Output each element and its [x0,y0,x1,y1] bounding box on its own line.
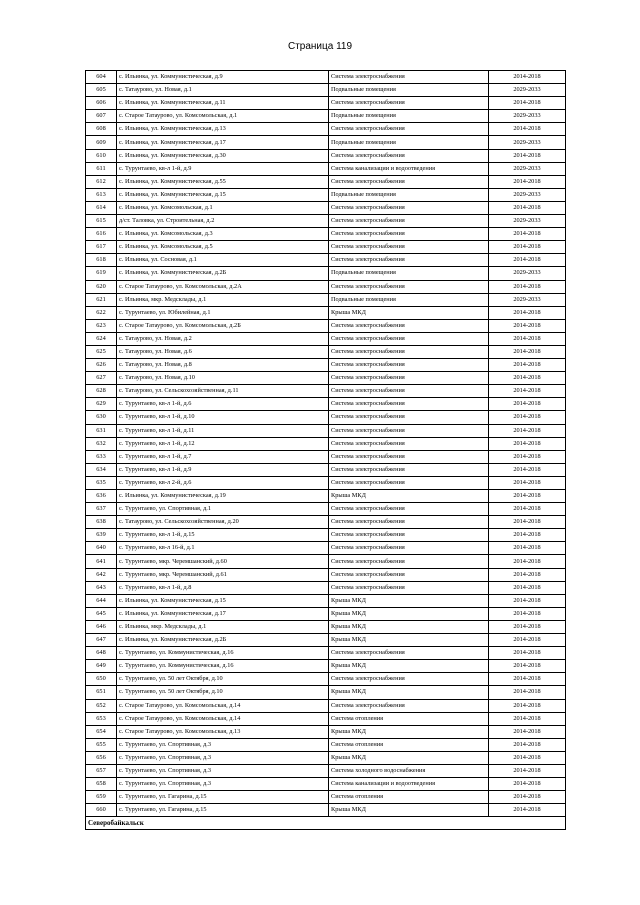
table-row [86,71,566,84]
row-system: Система электроснабжения [329,424,489,437]
row-number: 623 [86,319,117,332]
row-address: с. Старое Татаурово, ул. Комсомольская, д.13 [117,725,329,738]
row-period: 2014-2018 [489,254,566,267]
row-address: с. Ильинка, ул. Коммунистическая, д.19 [117,490,329,503]
row-number: 604 [86,71,117,84]
row-period: 2014-2018 [489,516,566,529]
row-address: с. Турунтаево, кв-л 16-й, д.1 [117,542,329,555]
row-period: 2014-2018 [489,581,566,594]
row-address: с. Турунтаево, кв-л 1-й, д.10 [117,411,329,424]
row-system: Система электроснабжения [329,201,489,214]
table-row [86,424,566,437]
row-period: 2014-2018 [489,607,566,620]
row-number: 606 [86,97,117,110]
table-row [86,503,566,516]
row-system: Система электроснабжения [329,332,489,345]
row-system: Крыша МКД [329,725,489,738]
table-row [86,162,566,175]
table-row [86,293,566,306]
table-row [86,647,566,660]
row-address: с. Ильинка, ул. Коммунистическая, д.15 [117,188,329,201]
row-system: Система электроснабжения [329,385,489,398]
row-number: 659 [86,791,117,804]
table-row [86,123,566,136]
row-number: 639 [86,529,117,542]
row-address: с. Турунтаево, ул. Гагарина, д.15 [117,791,329,804]
row-number: 617 [86,241,117,254]
table-row [86,581,566,594]
table-row [86,699,566,712]
row-address: д/ст. Таловка, ул. Строительная, д.2 [117,215,329,228]
table-row [86,529,566,542]
table-row [86,306,566,319]
table-row [86,149,566,162]
row-period: 2029-2033 [489,136,566,149]
row-period: 2029-2033 [489,162,566,175]
table-row [86,568,566,581]
row-period: 2014-2018 [489,712,566,725]
row-number: 649 [86,660,117,673]
table-row [86,607,566,620]
row-period: 2014-2018 [489,620,566,633]
table-row [86,516,566,529]
row-number: 645 [86,607,117,620]
row-address: с. Турунтаево, ул. Спортивная, д.3 [117,778,329,791]
row-period: 2014-2018 [489,594,566,607]
row-number: 607 [86,110,117,123]
row-system: Крыша МКД [329,804,489,817]
row-number: 651 [86,686,117,699]
row-system: Крыша МКД [329,751,489,764]
row-system: Крыша МКД [329,660,489,673]
row-period: 2014-2018 [489,450,566,463]
row-number: 626 [86,359,117,372]
row-system: Система электроснабжения [329,254,489,267]
row-number: 640 [86,542,117,555]
row-system: Система электроснабжения [329,476,489,489]
row-system: Подвальные помещения [329,136,489,149]
row-number: 622 [86,306,117,319]
row-number: 654 [86,725,117,738]
table-row [86,476,566,489]
table-row [86,84,566,97]
row-address: с. Турунтаево, ул. Спортивная, д.3 [117,764,329,777]
row-system: Система электроснабжения [329,359,489,372]
row-period: 2014-2018 [489,228,566,241]
row-address: с. Ильинка, ул. Сосновая, д.1 [117,254,329,267]
row-period: 2014-2018 [489,175,566,188]
row-period: 2014-2018 [489,149,566,162]
row-system: Система электроснабжения [329,149,489,162]
row-number: 631 [86,424,117,437]
table-row [86,751,566,764]
row-period: 2014-2018 [489,791,566,804]
row-period: 2014-2018 [489,647,566,660]
row-number: 634 [86,463,117,476]
row-address: с. Турунтаево, кв-л 1-й, д.12 [117,437,329,450]
row-number: 610 [86,149,117,162]
row-system: Крыша МКД [329,620,489,633]
row-address: с. Татаурово, ул. Сельскохозяйственная, д.11 [117,385,329,398]
row-period: 2014-2018 [489,699,566,712]
row-address: с. Старое Татаурово, ул. Комсомольская, д.2Б [117,319,329,332]
row-period: 2014-2018 [489,529,566,542]
page-number-header: Страница 119 [287,41,353,52]
row-system: Крыша МКД [329,634,489,647]
row-number: 653 [86,712,117,725]
table-row [86,555,566,568]
row-number: 624 [86,332,117,345]
table-row [86,594,566,607]
table-row [86,228,566,241]
row-address: с. Турунтаево, кв-л 1-й, д.7 [117,450,329,463]
table-row [86,620,566,633]
row-system: Крыша МКД [329,686,489,699]
table-row [86,712,566,725]
row-address: с. Ильинка, ул. Коммунистическая, д.9 [117,71,329,84]
row-address: с. Турунтаево, ул. Спортивная, д.3 [117,738,329,751]
row-address: с. Ильинка, ул. Коммунистическая, д.13 [117,123,329,136]
row-period: 2014-2018 [489,634,566,647]
row-system: Система электроснабжения [329,123,489,136]
row-address: с. Турунтаево, ул. Спортивная, д.3 [117,751,329,764]
row-address: с. Турунтаево, кв-л 1-й, д.9 [117,463,329,476]
table-row [86,215,566,228]
row-system: Система электроснабжения [329,581,489,594]
row-system: Система электроснабжения [329,241,489,254]
row-number: 619 [86,267,117,280]
table-row [86,201,566,214]
row-address: с. Старое Татаурово, ул. Комсомольская, д.14 [117,712,329,725]
row-period: 2014-2018 [489,673,566,686]
row-address: с. Ильинка, ул. Коммунистическая, д.15 [117,594,329,607]
row-period: 2014-2018 [489,490,566,503]
table-row [86,686,566,699]
row-address: с. Татаурово, ул. Новая, д.1 [117,84,329,97]
table-row [86,175,566,188]
row-period: 2014-2018 [489,385,566,398]
row-address: с. Ильинка, ул. Коммунистическая, д.55 [117,175,329,188]
row-number: 638 [86,516,117,529]
row-system: Крыша МКД [329,594,489,607]
table-row [86,673,566,686]
row-system: Крыша МКД [329,306,489,319]
row-number: 646 [86,620,117,633]
table-row [86,490,566,503]
row-system: Крыша МКД [329,607,489,620]
row-number: 627 [86,372,117,385]
row-address: с. Старое Татаурово, ул. Комсомольская, д.2А [117,280,329,293]
row-period: 2014-2018 [489,463,566,476]
table-row [86,267,566,280]
row-address: с. Ильинка, ул. Комсомольская, д.1 [117,201,329,214]
table-row [86,778,566,791]
row-period: 2029-2033 [489,293,566,306]
table-row [86,385,566,398]
table-row [86,463,566,476]
row-address: с. Татаурово, ул. Новая, д.6 [117,345,329,358]
table-row [86,804,566,817]
row-address: с. Турунтаево, мкр. Черемшанский, д.60 [117,555,329,568]
row-number: 656 [86,751,117,764]
row-address: с. Турунтаево, кв-л 1-й, д.8 [117,581,329,594]
row-number: 611 [86,162,117,175]
row-number: 643 [86,581,117,594]
row-system: Система электроснабжения [329,503,489,516]
row-system: Система электроснабжения [329,568,489,581]
row-number: 621 [86,293,117,306]
row-period: 2029-2033 [489,84,566,97]
row-address: с. Ильинка, ул. Коммунистическая, д.2Б [117,267,329,280]
row-system: Система электроснабжения [329,280,489,293]
row-system: Система электроснабжения [329,516,489,529]
row-address: с. Турунтаево, ул. Юбилейная, д.1 [117,306,329,319]
row-system: Система электроснабжения [329,228,489,241]
row-period: 2014-2018 [489,437,566,450]
row-number: 612 [86,175,117,188]
row-number: 625 [86,345,117,358]
table-row [86,725,566,738]
table-row [86,634,566,647]
row-number: 652 [86,699,117,712]
row-number: 633 [86,450,117,463]
row-address: с. Турунтаево, ул. 50 лет Октября, д.10 [117,686,329,699]
row-system: Система электроснабжения [329,555,489,568]
table-row [86,372,566,385]
row-address: с. Турунтаево, ул. Гагарина, д.15 [117,804,329,817]
row-period: 2014-2018 [489,424,566,437]
row-address: с. Ильинка, ул. Комсомольская, д.3 [117,228,329,241]
table-row [86,660,566,673]
row-number: 648 [86,647,117,660]
row-system: Система электроснабжения [329,372,489,385]
row-address: с. Турунтаево, кв-л 1-й, д.11 [117,424,329,437]
row-period: 2014-2018 [489,542,566,555]
row-system: Система электроснабжения [329,529,489,542]
row-number: 632 [86,437,117,450]
row-address: с. Турунтаево, кв-л 2-й, д.6 [117,476,329,489]
row-number: 630 [86,411,117,424]
row-system: Система электроснабжения [329,175,489,188]
row-address: с. Ильинка, мкр. Медсклады, д.1 [117,293,329,306]
row-system: Подвальные помещения [329,84,489,97]
row-number: 642 [86,568,117,581]
row-address: с. Турунтаево, кв-л 1-й, д.9 [117,162,329,175]
row-period: 2014-2018 [489,555,566,568]
row-period: 2014-2018 [489,778,566,791]
table-row [86,241,566,254]
row-period: 2014-2018 [489,503,566,516]
row-system: Система электроснабжения [329,215,489,228]
row-number: 637 [86,503,117,516]
row-system: Система электроснабжения [329,97,489,110]
row-address: с. Ильинка, ул. Коммунистическая, д.17 [117,136,329,149]
row-number: 655 [86,738,117,751]
table-row [86,542,566,555]
row-period: 2014-2018 [489,411,566,424]
row-system: Система электроснабжения [329,71,489,84]
row-system: Система электроснабжения [329,699,489,712]
row-address: с. Ильинка, ул. Комсомольская, д.5 [117,241,329,254]
row-address: с. Турунтаево, мкр. Черемшанский, д.61 [117,568,329,581]
row-number: 650 [86,673,117,686]
table-row [86,254,566,267]
row-number: 647 [86,634,117,647]
table-row [86,188,566,201]
row-period: 2014-2018 [489,280,566,293]
row-number: 609 [86,136,117,149]
row-system: Система электроснабжения [329,398,489,411]
row-number: 613 [86,188,117,201]
row-address: с. Турунтаево, ул. 50 лет Октября, д.10 [117,673,329,686]
row-number: 629 [86,398,117,411]
table-row [86,791,566,804]
housing-register-table [85,70,566,830]
row-address: с. Турунтаево, кв-л 1-й, д.6 [117,398,329,411]
row-system: Система холодного водоснабжения [329,764,489,777]
row-system: Подвальные помещения [329,267,489,280]
row-address: с. Татаурово, ул. Новая, д.8 [117,359,329,372]
row-system: Система электроснабжения [329,450,489,463]
row-system: Система канализации и водоотведения [329,778,489,791]
row-address: с. Татаурово, ул. Новая, д.10 [117,372,329,385]
row-period: 2014-2018 [489,201,566,214]
row-number: 605 [86,84,117,97]
row-system: Система электроснабжения [329,437,489,450]
row-system: Система электроснабжения [329,647,489,660]
row-period: 2014-2018 [489,359,566,372]
row-system: Система электроснабжения [329,463,489,476]
row-system: Система электроснабжения [329,319,489,332]
row-address: с. Татаурово, ул. Сельскохозяйственная, д.20 [117,516,329,529]
row-period: 2014-2018 [489,123,566,136]
row-system: Система электроснабжения [329,542,489,555]
table-row [86,359,566,372]
row-number: 636 [86,490,117,503]
row-address: с. Старое Татаурово, ул. Комсомольская, д.14 [117,699,329,712]
row-address: с. Турунтаево, ул. Коммунистическая, д.16 [117,647,329,660]
row-system: Система отопления [329,738,489,751]
row-number: 614 [86,201,117,214]
row-number: 628 [86,385,117,398]
row-system: Система отопления [329,712,489,725]
row-period: 2014-2018 [489,686,566,699]
section-row [86,817,566,830]
table-row [86,332,566,345]
row-number: 620 [86,280,117,293]
row-number: 615 [86,215,117,228]
row-period: 2014-2018 [489,345,566,358]
row-period: 2014-2018 [489,725,566,738]
row-number: 657 [86,764,117,777]
row-period: 2029-2033 [489,267,566,280]
row-period: 2014-2018 [489,319,566,332]
row-period: 2014-2018 [489,306,566,319]
row-number: 660 [86,804,117,817]
row-number: 658 [86,778,117,791]
row-address: с. Старое Татаурово, ул. Комсомольская, д.1 [117,110,329,123]
row-address: с. Ильинка, ул. Коммунистическая, д.17 [117,607,329,620]
row-number: 616 [86,228,117,241]
row-period: 2014-2018 [489,241,566,254]
row-period: 2014-2018 [489,332,566,345]
row-number: 608 [86,123,117,136]
table-row [86,411,566,424]
row-number: 618 [86,254,117,267]
row-address: с. Татаурово, ул. Новая, д.2 [117,332,329,345]
table-row [86,738,566,751]
row-period: 2029-2033 [489,188,566,201]
row-period: 2014-2018 [489,398,566,411]
section-title: Северобайкальск [86,817,566,830]
row-address: с. Ильинка, ул. Коммунистическая, д.2Б [117,634,329,647]
table-row [86,398,566,411]
row-address: с. Ильинка, ул. Коммунистическая, д.30 [117,149,329,162]
row-address: с. Ильинка, ул. Коммунистическая, д.11 [117,97,329,110]
row-address: с. Турунтаево, ул. Коммунистическая, д.16 [117,660,329,673]
row-period: 2029-2033 [489,110,566,123]
table-row [86,450,566,463]
row-period: 2014-2018 [489,476,566,489]
row-number: 641 [86,555,117,568]
table-row [86,319,566,332]
row-number: 635 [86,476,117,489]
row-period: 2014-2018 [489,372,566,385]
table-row [86,764,566,777]
row-system: Крыша МКД [329,490,489,503]
row-system: Подвальные помещения [329,293,489,306]
row-system: Система электроснабжения [329,411,489,424]
row-period: 2014-2018 [489,71,566,84]
row-address: с. Турунтаево, ул. Спортивная, д.1 [117,503,329,516]
row-system: Система отопления [329,791,489,804]
row-system: Подвальные помещения [329,188,489,201]
row-period: 2014-2018 [489,751,566,764]
table-row [86,136,566,149]
row-number: 644 [86,594,117,607]
row-period: 2014-2018 [489,804,566,817]
row-system: Система электроснабжения [329,345,489,358]
row-system: Система электроснабжения [329,673,489,686]
row-period: 2014-2018 [489,97,566,110]
row-period: 2014-2018 [489,764,566,777]
row-period: 2029-2033 [489,215,566,228]
table-row [86,110,566,123]
table-row [86,437,566,450]
table-row [86,280,566,293]
table-row [86,97,566,110]
row-period: 2014-2018 [489,660,566,673]
row-system: Система канализации и водоотведения [329,162,489,175]
row-address: с. Ильинка, мкр. Медсклады, д.1 [117,620,329,633]
row-system: Подвальные помещения [329,110,489,123]
row-address: с. Турунтаево, кв-л 1-й, д.15 [117,529,329,542]
table-body [86,71,566,830]
table-row [86,345,566,358]
row-period: 2014-2018 [489,738,566,751]
row-period: 2014-2018 [489,568,566,581]
